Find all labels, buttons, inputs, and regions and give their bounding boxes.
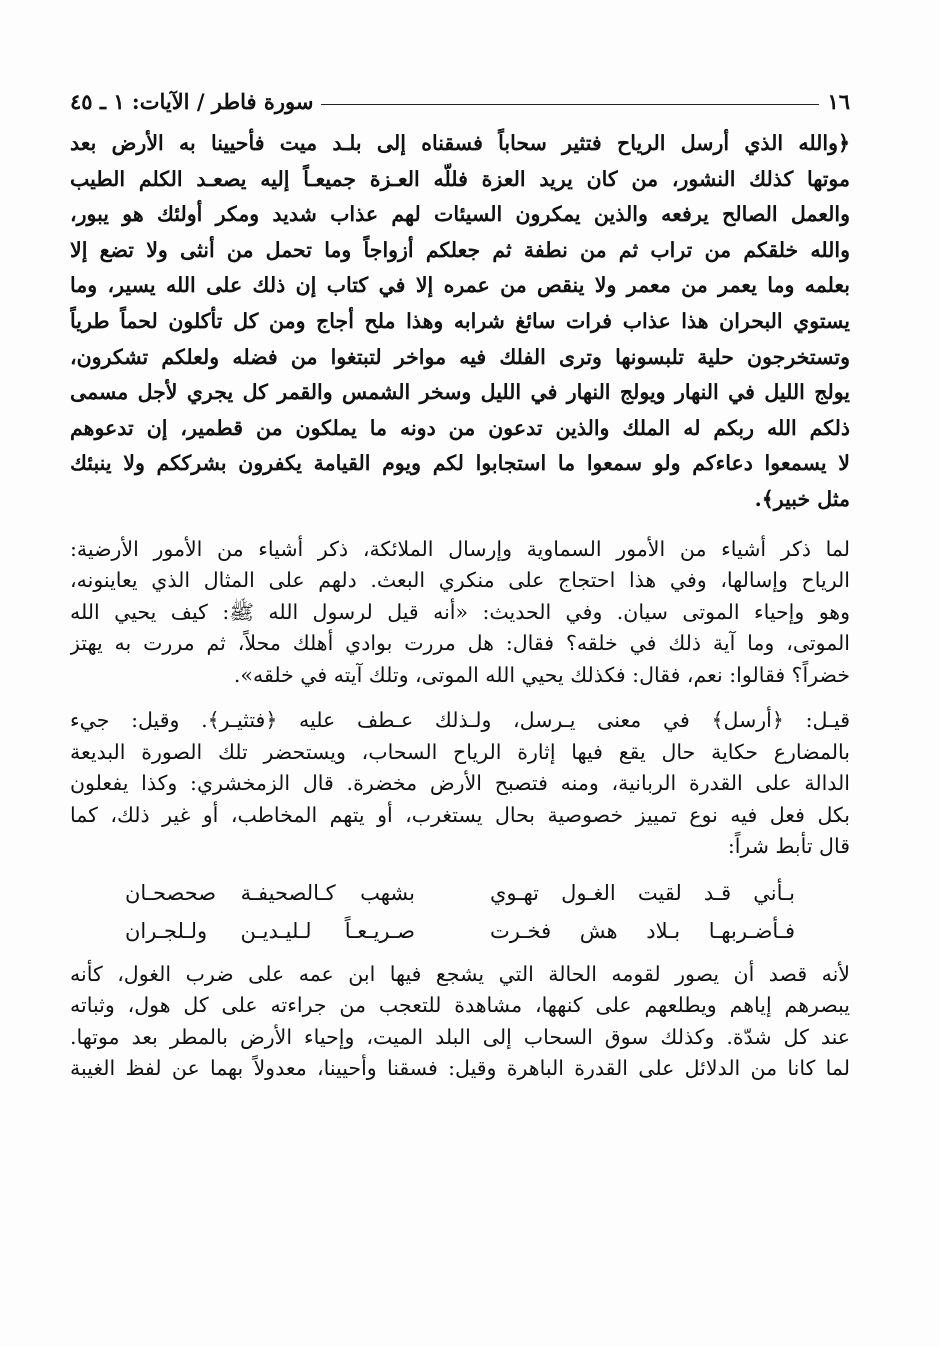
poem-second-hemistich: بشهب كـالصحيفـة صحصحـان (125, 880, 415, 905)
paragraph-line: لما ذكر أشياء من الأمور السماوية وإرسال الملائكة، ذكر أشياء من الأمور الأرضية: (70, 536, 850, 561)
paragraph-line: خضراً؟ فقالوا: نعم، فقال: فكذلك يحيي الله الموتى، وتلك آيته في خلقه». (233, 662, 850, 687)
verse-line: وتستخرجون حلية تلبسونها وترى الفلك فيه مواخر لتبتغوا من فضله ولعلكم تشكرون، (70, 344, 850, 369)
header-rule (321, 104, 819, 105)
commentary-paragraph-1 (70, 534, 850, 692)
paragraph-line: لما كانا من الدلائل على القدرة الباهرة وقيل: فسقنا وأحيينا، معدولاً بهما عن لفظ الغيبة (70, 1056, 850, 1081)
poem-first-hemistich: بـأني قـد لقيت الغـول تهـوي (490, 880, 795, 905)
verse-line: يستوي البحران هذا عذاب فرات سائغ شرابه وهذا ملح أجاج ومن كل تأكلون لحماً طرياً (70, 308, 850, 333)
paragraph-line: يبصرهم إياهم ويطلعهم على كنهها، مشاهدة للتعجب من جراءته على كل هول، وثباته (70, 993, 850, 1018)
paragraph-line: الموتى، وما آية ذلك في خلقه؟ فقال: هل مررت بوادي أهلك محلاً، ثم مررت به يهتز (70, 631, 850, 656)
verse-line: ذلكم الله ربكم له الملك والذين تدعون من دونه ما يملكون من قطمير، إن تدعوهم (70, 415, 850, 440)
verse-line: والله خلقكم من تراب ثم من نطفة ثم جعلكم أزواجاً وما تحمل من أنثى ولا تضع إلا (70, 237, 850, 262)
page-header (70, 84, 850, 118)
page-body (70, 126, 850, 1085)
page-number: ١٦ (827, 88, 850, 114)
commentary-paragraph-3 (70, 959, 850, 1085)
paragraph-line: لأنه قصد أن يصور لقومه الحالة التي يشجع فيها ابن عمه على ضرب الغول، كأنه (70, 961, 850, 986)
commentary-paragraph-2 (70, 705, 850, 863)
paragraph-line: قال تأبط شراً: (727, 834, 850, 859)
quran-verses-block (70, 126, 850, 518)
poem-verses (70, 871, 850, 953)
paragraph-line: بكل فعل فيه نوع تمييز خصوصية بحال يستغرب، أو يتهم المخاطب، أو غير ذلك، كما (70, 802, 850, 827)
verse-line: يولج الليل في النهار ويولج النهار في الليل وسخر الشمس والقمر كل يجري لأجل مسمى (70, 380, 850, 405)
paragraph-line: الرياح وإسالها، وفي هذا احتجاج على منكري البعث. دلهم على المثال الذي يعاينونه، (70, 568, 850, 593)
poem-first-hemistich: فـأضـربهـا بـلاد هش فخـرت (490, 918, 795, 943)
paragraph-line: قيـل: ﴿أرسل﴾ في معنى يـرسل، ولـذلك عـطف عليه ﴿فتثيـر﴾. وقيل: جيء (70, 708, 850, 733)
verse-line: والعمل الصالح يرفعه والذين يمكرون السيئات لهم عذاب شديد ومكر أولئك هو يبور، (70, 202, 850, 227)
verse-line: موتها كذلك النشور، من كان يريد العزة فللّه العـزة جميعـاً إليه يصعـد الكلم الطيب (70, 166, 850, 191)
poem-row (70, 913, 850, 949)
poem-row (70, 875, 850, 911)
paragraph-line: وهو وإحياء الموتى سيان. وفي الحديث: «أنه قيل لرسول الله ﷺ: كيف يحيي الله (70, 599, 850, 624)
paragraph-line: الدالة على القدرة الربانية، ومنه فتصبح الأرض مخضرة. قال الزمخشري: وكذا يفعلون (70, 771, 850, 796)
paragraph-line: بالمضارع حكاية حال يقع فيها إثارة الرياح السحاب، ويستحضر تلك الصورة البديعة (70, 739, 850, 764)
poem-second-hemistich: صـريـعـاً لـليـديـن ولـلجـران (125, 918, 415, 943)
verse-line: مثل خبير﴾. (754, 486, 850, 511)
paragraph-line: عند كل شدّة. وكذلك سوق السحاب إلى البلد الميت، وإحياء الأرض بالمطر بعد موتها. (70, 1024, 850, 1049)
verse-line: بعلمه وما يعمر من معمر ولا ينقص من عمره إلا في كتاب إن ذلك على الله يسير، وما (70, 273, 850, 298)
running-title: سورة فاطر / الآيات: ١ ـ ٤٥ (70, 88, 314, 114)
verse-line: ﴿والله الذي أرسل الرياح فتثير سحاباً فسقناه إلى بلـد ميت فأحيينا به الأرض بعد (70, 131, 850, 155)
verse-line: لا يسمعوا دعاءكم ولو سمعوا ما استجابوا لكم ويوم القيامة يكفرون بشرككم ولا ينبئك (70, 451, 850, 476)
